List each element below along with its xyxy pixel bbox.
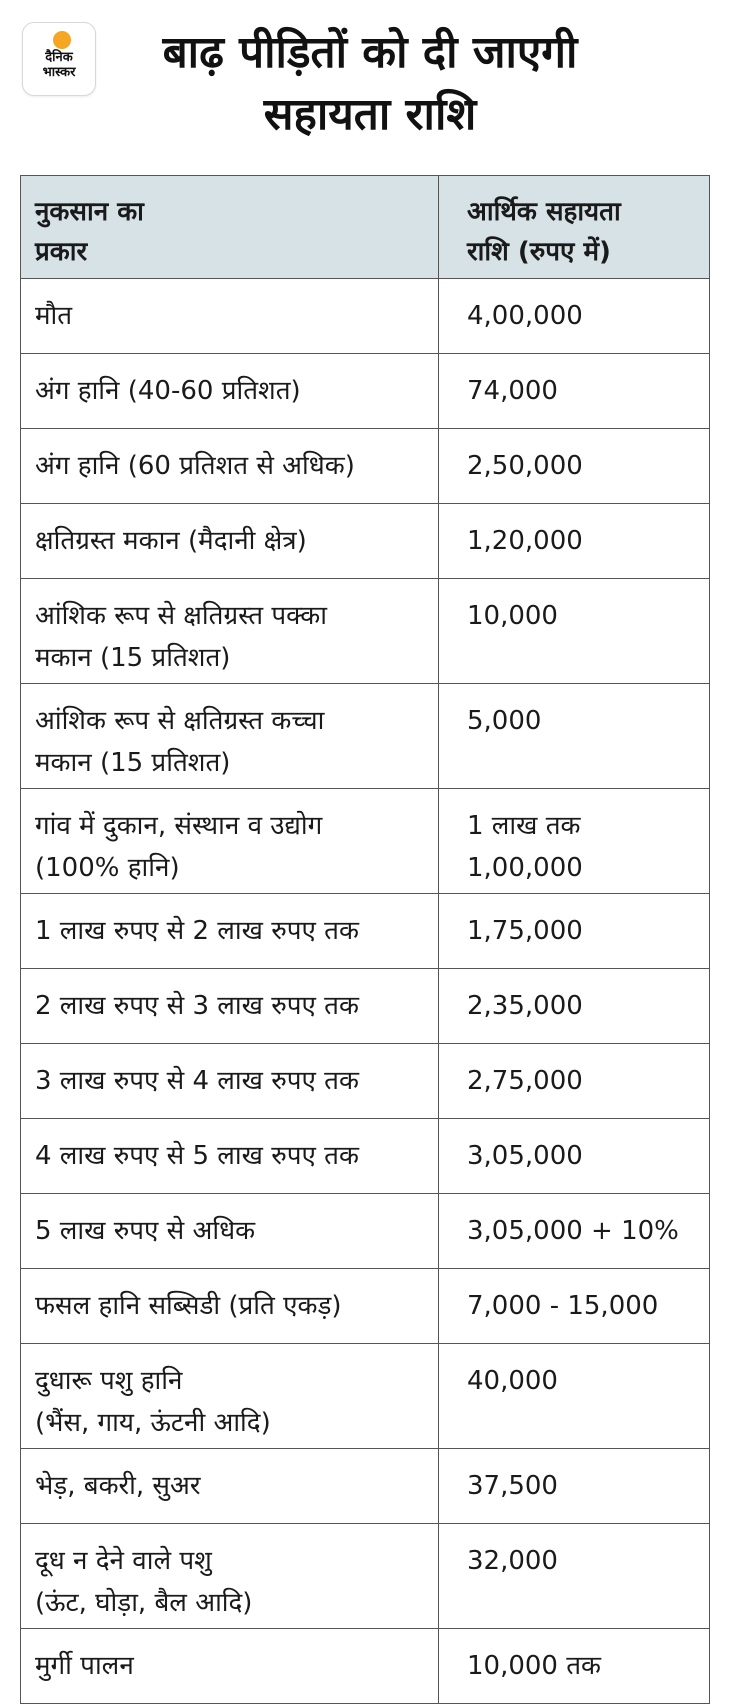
loss-type-cell xyxy=(21,1194,439,1269)
loss-type-text: दूध न देने वाले पशु xyxy=(35,1546,212,1576)
amount-text: 2,50,000 xyxy=(467,451,583,481)
loss-type-cell xyxy=(21,1629,439,1704)
table-row xyxy=(21,894,710,969)
amount-cell xyxy=(439,894,710,969)
amount-text: 37,500 xyxy=(467,1471,558,1501)
amount-cell xyxy=(439,1344,710,1449)
amount-text: 40,000 xyxy=(467,1366,558,1396)
amount-text: 3,05,000 + 10% xyxy=(467,1216,679,1246)
header-text-line1: नुकसान का xyxy=(35,197,144,227)
loss-type-text: 2 लाख रुपए से 3 लाख रुपए तक xyxy=(35,991,359,1021)
loss-type-text-line2: (ऊंट, घोड़ा, बैल आदि) xyxy=(35,1588,253,1618)
loss-type-text: फसल हानि सब्सिडी (प्रति एकड़) xyxy=(35,1291,342,1321)
loss-type-text: दुधारू पशु हानि xyxy=(35,1366,183,1396)
sun-icon xyxy=(53,31,71,49)
table-row xyxy=(21,969,710,1044)
loss-type-text: आंशिक रूप से क्षतिग्रस्त पक्का xyxy=(35,601,327,631)
table-body xyxy=(21,279,710,1704)
amount-cell xyxy=(439,1194,710,1269)
loss-type-cell xyxy=(21,579,439,684)
amount-text: 1,20,000 xyxy=(467,526,583,556)
loss-type-text-line2: (100% हानि) xyxy=(35,853,180,883)
amount-cell xyxy=(439,504,710,579)
title-line1: बाढ़ पीड़ितों को दी जाएगी xyxy=(162,27,578,78)
loss-type-text: गांव में दुकान, संस्थान व उद्योग xyxy=(35,811,323,841)
amount-text: 2,35,000 xyxy=(467,991,583,1021)
amount-cell xyxy=(439,1524,710,1629)
amount-cell xyxy=(439,1119,710,1194)
table-row xyxy=(21,1194,710,1269)
amount-cell xyxy=(439,684,710,789)
table-row xyxy=(21,1044,710,1119)
table-row xyxy=(21,1119,710,1194)
header-text-line2: राशि (रुपए में) xyxy=(467,237,611,267)
loss-type-text: अंग हानि (60 प्रतिशत से अधिक) xyxy=(35,451,355,481)
amount-text: 4,00,000 xyxy=(467,301,583,331)
table-row xyxy=(21,684,710,789)
loss-type-text: 1 लाख रुपए से 2 लाख रुपए तक xyxy=(35,916,359,946)
table-row xyxy=(21,789,710,894)
loss-type-text-line2: मकान (15 प्रतिशत) xyxy=(35,643,231,673)
loss-type-text: क्षतिग्रस्त मकान (मैदानी क्षेत्र) xyxy=(35,526,307,556)
amount-text-line2: 1,00,000 xyxy=(467,853,583,883)
loss-type-cell xyxy=(21,1119,439,1194)
loss-type-text: भेड़, बकरी, सुअर xyxy=(35,1471,201,1501)
table-row xyxy=(21,1344,710,1449)
amount-cell xyxy=(439,354,710,429)
table-row xyxy=(21,1524,710,1629)
loss-type-cell xyxy=(21,504,439,579)
loss-type-text-line2: (भैंस, गाय, ऊंटनी आदि) xyxy=(35,1408,271,1438)
amount-text: 7,000 - 15,000 xyxy=(467,1291,659,1321)
loss-type-text-line2: मकान (15 प्रतिशत) xyxy=(35,748,231,778)
dainik-bhaskar-logo xyxy=(22,22,96,96)
loss-type-cell xyxy=(21,684,439,789)
loss-type-cell xyxy=(21,354,439,429)
logo-text-line1: दैनिक xyxy=(45,50,73,65)
loss-type-cell xyxy=(21,1269,439,1344)
amount-cell xyxy=(439,789,710,894)
amount-text: 1,75,000 xyxy=(467,916,583,946)
amount-cell xyxy=(439,1629,710,1704)
loss-type-cell xyxy=(21,1524,439,1629)
table-row xyxy=(21,504,710,579)
amount-text: 32,000 xyxy=(467,1546,558,1576)
loss-type-text: 5 लाख रुपए से अधिक xyxy=(35,1216,256,1246)
amount-cell xyxy=(439,1449,710,1524)
header xyxy=(0,0,730,175)
amount-text: 10,000 तक xyxy=(467,1651,602,1681)
title-line2: सहायता राशि xyxy=(263,89,477,140)
amount-cell xyxy=(439,1269,710,1344)
column-header-amount xyxy=(439,176,710,279)
loss-type-text: आंशिक रूप से क्षतिग्रस्त कच्चा xyxy=(35,706,325,736)
amount-cell xyxy=(439,429,710,504)
table-row xyxy=(21,1629,710,1704)
table-row xyxy=(21,279,710,354)
table-header-row xyxy=(21,176,710,279)
amount-cell xyxy=(439,969,710,1044)
logo-text-line2: भास्कर xyxy=(42,65,76,80)
table-row xyxy=(21,1269,710,1344)
loss-type-text: मुर्गी पालन xyxy=(35,1651,134,1681)
loss-type-text: मौत xyxy=(35,301,73,331)
relief-amount-table xyxy=(20,175,710,1704)
amount-cell xyxy=(439,579,710,684)
loss-type-cell xyxy=(21,1044,439,1119)
header-text-line1: आर्थिक सहायता xyxy=(467,197,621,227)
amount-cell xyxy=(439,279,710,354)
table-row xyxy=(21,429,710,504)
amount-text: 3,05,000 xyxy=(467,1141,583,1171)
amount-text: 2,75,000 xyxy=(467,1066,583,1096)
column-header-loss-type xyxy=(21,176,439,279)
loss-type-cell xyxy=(21,969,439,1044)
table-row xyxy=(21,1449,710,1524)
loss-type-cell xyxy=(21,789,439,894)
page-title xyxy=(110,22,630,146)
loss-type-cell xyxy=(21,279,439,354)
table-row xyxy=(21,354,710,429)
loss-type-text: 3 लाख रुपए से 4 लाख रुपए तक xyxy=(35,1066,359,1096)
loss-type-text: अंग हानि (40-60 प्रतिशत) xyxy=(35,376,301,406)
header-text-line2: प्रकार xyxy=(35,237,88,267)
loss-type-text: 4 लाख रुपए से 5 लाख रुपए तक xyxy=(35,1141,359,1171)
table-row xyxy=(21,579,710,684)
amount-text: 10,000 xyxy=(467,601,558,631)
loss-type-cell xyxy=(21,1344,439,1449)
amount-text: 1 लाख तक xyxy=(467,811,581,841)
loss-type-cell xyxy=(21,894,439,969)
loss-type-cell xyxy=(21,1449,439,1524)
amount-text: 74,000 xyxy=(467,376,558,406)
loss-type-cell xyxy=(21,429,439,504)
amount-cell xyxy=(439,1044,710,1119)
amount-text: 5,000 xyxy=(467,706,542,736)
